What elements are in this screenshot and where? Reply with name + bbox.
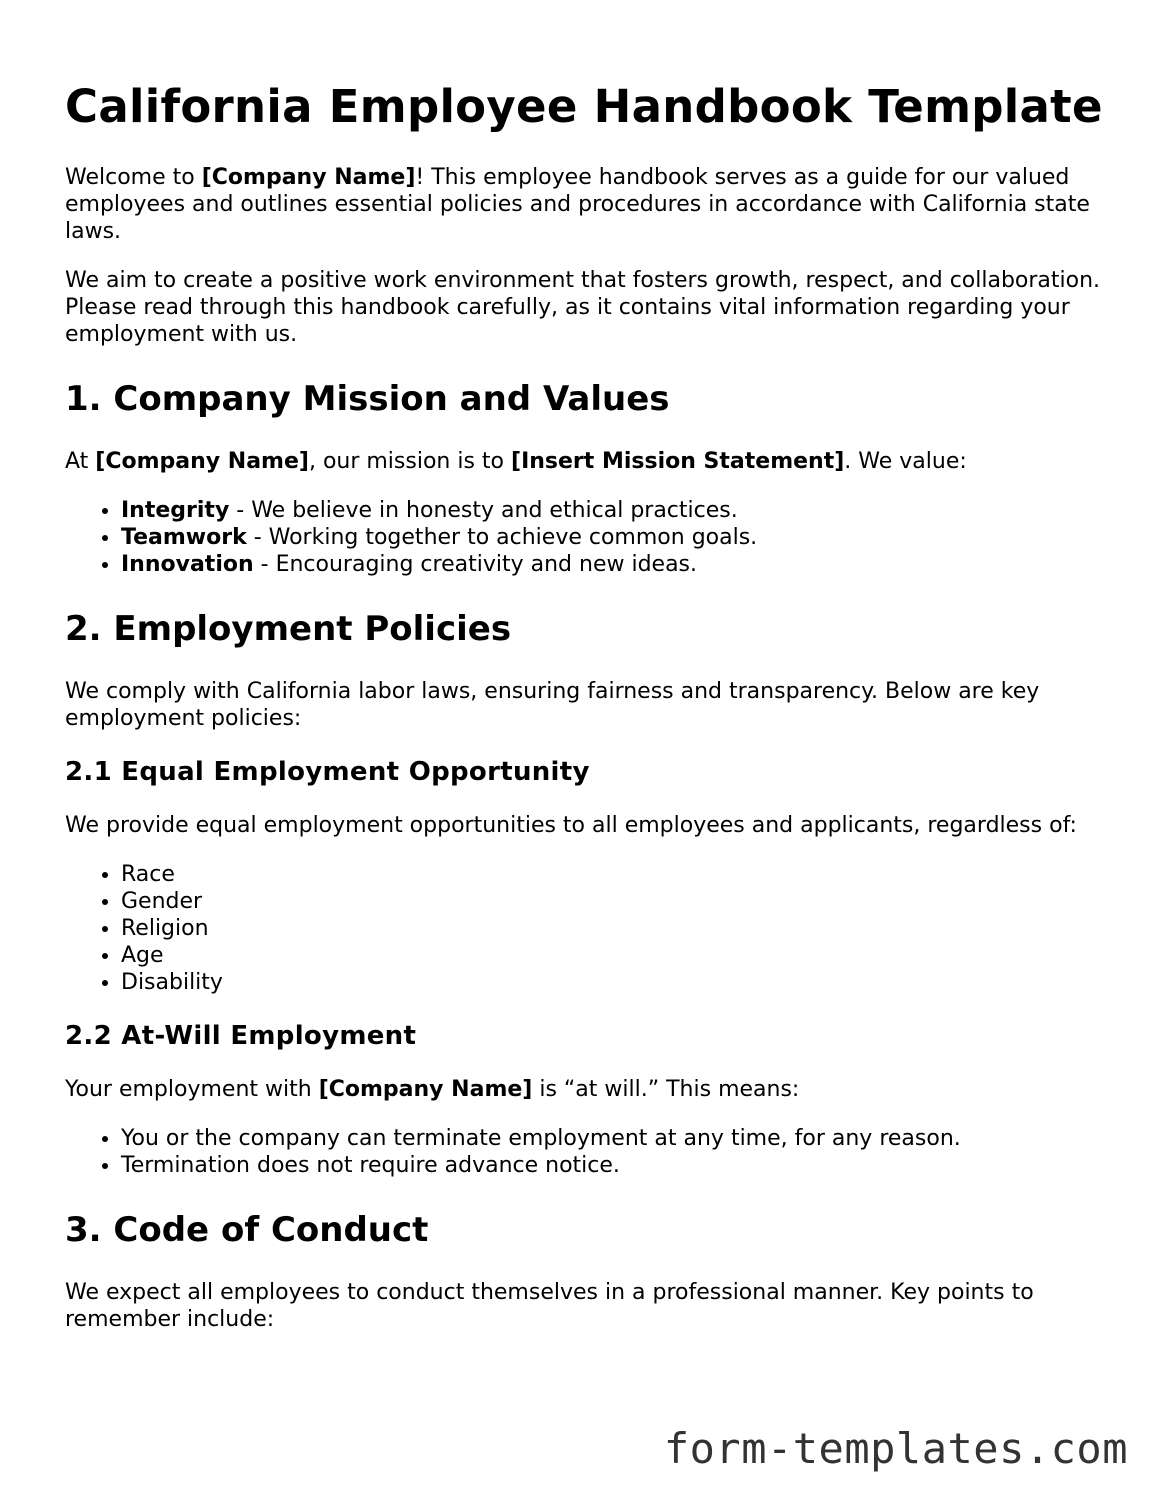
value-name: Innovation	[121, 552, 254, 577]
section-3-heading: 3. Code of Conduct	[65, 1210, 429, 1250]
mission-paragraph	[65, 448, 1105, 475]
list-item: • Disability	[121, 969, 1105, 996]
intro-text-post: ! This employee handbook serves as a guide for our valued employees and outlines essential policies and procedures in accordance with California state laws.	[65, 165, 1090, 244]
section-2-heading: 2. Employment Policies	[65, 609, 512, 649]
list-item: • Religion	[121, 915, 1105, 942]
intro-text-pre: Welcome to	[65, 165, 202, 190]
value-name: Teamwork	[121, 525, 247, 550]
at-will-list	[65, 1125, 1105, 1179]
list-item: • You or the company can terminate employment at any time, for any reason.	[121, 1125, 1105, 1152]
mission-text-pre: At	[65, 449, 96, 474]
at-will-paragraph	[65, 1076, 1105, 1103]
company-name-placeholder: [Company Name]	[95, 449, 309, 474]
list-item: • Age	[121, 942, 1105, 969]
value-desc: - We believe in honesty and ethical practices.	[229, 498, 738, 523]
eeo-list	[65, 861, 1105, 996]
mission-text-mid: , our mission is to	[308, 449, 512, 474]
mission-text-post: . We value:	[844, 449, 967, 474]
list-item	[121, 497, 1105, 524]
value-desc: - Encouraging creativity and new ideas.	[253, 552, 698, 577]
subsection-2-2-heading: 2.2 At-Will Employment	[65, 1021, 417, 1051]
watermark: form-templates.com	[663, 1424, 1128, 1473]
intro-paragraph-1	[65, 164, 1105, 245]
mission-statement-placeholder: [Insert Mission Statement]	[511, 449, 845, 474]
code-of-conduct-paragraph: We expect all employees to conduct themselves in a professional manner. Key points to remember include:	[65, 1280, 1034, 1332]
list-item	[121, 524, 1105, 551]
company-name-placeholder: [Company Name]	[318, 1077, 533, 1102]
at-will-text-post: is “at will.” This means:	[532, 1077, 800, 1102]
list-item	[121, 551, 1105, 578]
list-item: • Termination does not require advance notice.	[121, 1152, 1105, 1179]
eeo-paragraph: We provide equal employment opportunities to all employees and applicants, regardless of:	[65, 813, 1077, 838]
company-name-placeholder: [Company Name]	[201, 165, 416, 190]
subsection-2-1-heading: 2.1 Equal Employment Opportunity	[65, 757, 590, 787]
list-item: • Race	[121, 861, 1105, 888]
at-will-text-pre: Your employment with	[65, 1077, 319, 1102]
list-item: • Gender	[121, 888, 1105, 915]
value-name: Integrity	[121, 498, 230, 523]
intro-paragraph-2: We aim to create a positive work environment that fosters growth, respect, and collaboration. Please read through this handbook carefully, as it contains vital information regarding your employment with us.	[65, 268, 1101, 347]
employment-policies-intro: We comply with California labor laws, ensuring fairness and transparency. Below are key employment policies:	[65, 679, 1040, 731]
values-list	[65, 497, 1105, 578]
document-page	[65, 80, 1105, 1355]
page-title: California Employee Handbook Template	[65, 80, 1103, 133]
value-desc: - Working together to achieve common goals.	[246, 525, 758, 550]
section-1-heading: 1. Company Mission and Values	[65, 379, 670, 419]
